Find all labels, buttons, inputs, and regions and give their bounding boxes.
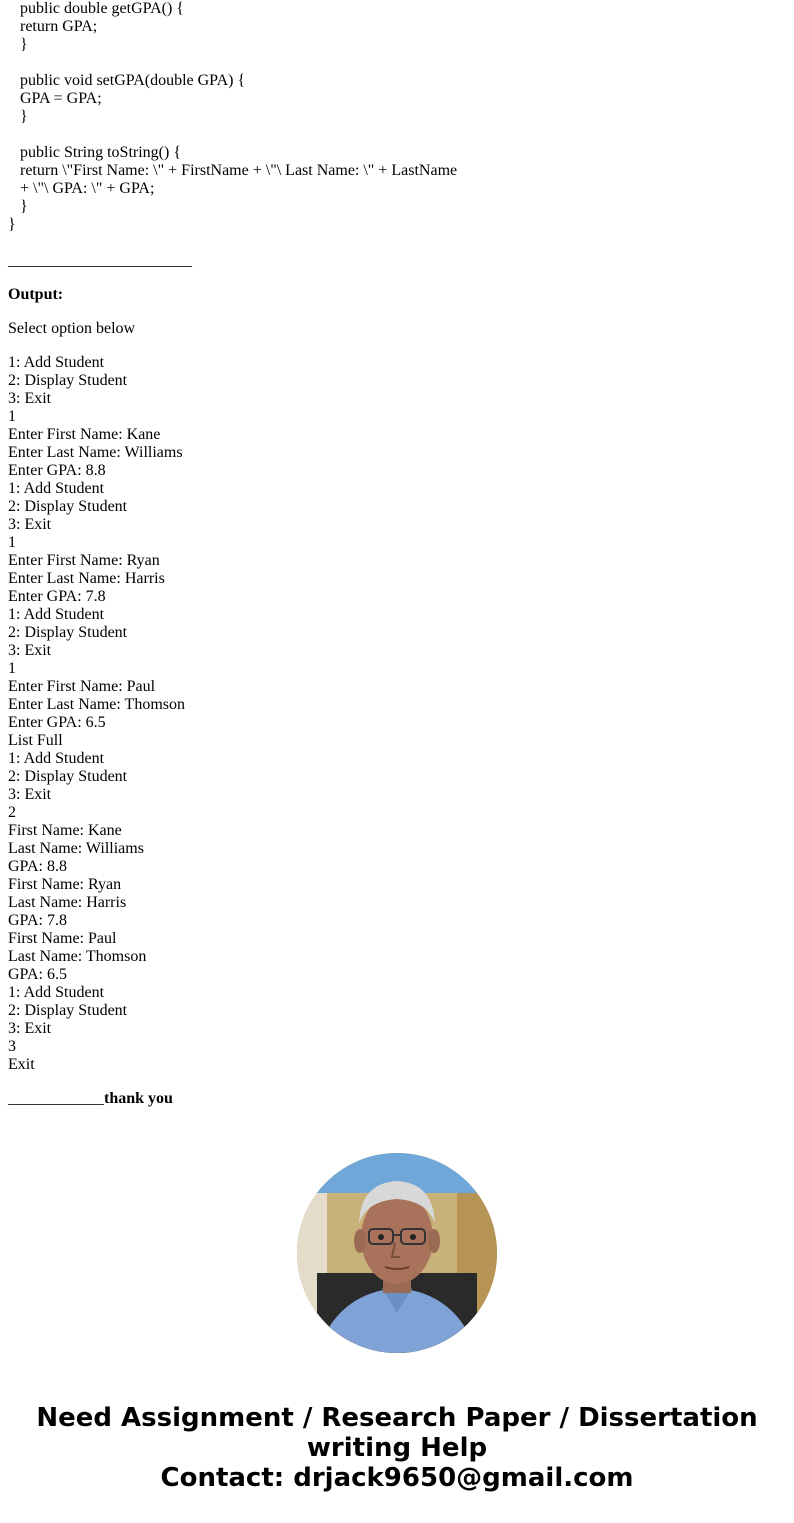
output-line: GPA: 6.5 — [8, 966, 67, 983]
code-line: } — [20, 108, 28, 125]
thank-you-text: thank you — [104, 1090, 173, 1107]
code-line: } — [20, 198, 28, 215]
person-photo-icon — [297, 1153, 497, 1353]
code-line: public double getGPA() { — [20, 0, 184, 17]
cta-contact: Contact: drjack9650@gmail.com — [160, 1463, 634, 1493]
code-line: return \"First Name: \" + FirstName + \"\ Last Name: \" + LastName — [20, 162, 458, 179]
output-line: 1 — [8, 534, 16, 551]
output-line: Exit — [8, 1056, 35, 1073]
output-line: Enter Last Name: Harris — [8, 570, 165, 587]
output-line: 2: Display Student — [8, 372, 128, 389]
output-line: Enter GPA: 7.8 — [8, 588, 106, 605]
output-line: 1: Add Student — [8, 984, 105, 1001]
output-line: 1: Add Student — [8, 354, 105, 371]
code-line: } — [20, 36, 28, 53]
output-line: Enter Last Name: Thomson — [8, 696, 185, 713]
output-line: 2: Display Student — [8, 624, 128, 641]
output-line: 3: Exit — [8, 516, 52, 533]
output-line: Enter First Name: Kane — [8, 426, 161, 443]
output-line: Enter Last Name: Williams — [8, 444, 183, 461]
output-line: 2: Display Student — [8, 1002, 128, 1019]
cta-line-1: Need Assignment / Research Paper / Dissertation — [36, 1403, 758, 1433]
output-line: First Name: Kane — [8, 822, 122, 839]
code-line: GPA = GPA; — [20, 90, 102, 107]
output-line: 2: Display Student — [8, 498, 128, 515]
output-line: First Name: Ryan — [8, 876, 122, 893]
code-block — [8, 0, 788, 234]
output-line: 3: Exit — [8, 390, 52, 407]
output-heading: Output: — [8, 286, 64, 303]
separator-rule: _______________________ — [8, 252, 192, 269]
code-line — [8, 54, 788, 72]
output-line: 1 — [8, 408, 16, 425]
document-body — [8, 0, 788, 1108]
output-line: Enter GPA: 6.5 — [8, 714, 106, 731]
output-line: Enter First Name: Ryan — [8, 552, 160, 569]
output-line: GPA: 7.8 — [8, 912, 67, 929]
output-line: First Name: Paul — [8, 930, 117, 947]
contact-banner — [0, 1403, 794, 1493]
output-line: 1: Add Student — [8, 606, 105, 623]
code-line: } — [8, 216, 16, 233]
output-line: 1: Add Student — [8, 480, 105, 497]
output-line: Enter GPA: 8.8 — [8, 462, 106, 479]
output-prompt: Select option below — [8, 320, 136, 337]
code-line: return GPA; — [20, 18, 98, 35]
output-line: 2 — [8, 804, 16, 821]
output-line: Last Name: Williams — [8, 840, 144, 857]
output-line: 3: Exit — [8, 642, 52, 659]
output-line: List Full — [8, 732, 63, 749]
output-line: 3: Exit — [8, 1020, 52, 1037]
output-line: Enter First Name: Paul — [8, 678, 156, 695]
closing-underline: ____________ — [8, 1090, 104, 1107]
author-avatar — [297, 1153, 497, 1353]
output-line: 3: Exit — [8, 786, 52, 803]
code-line: public void setGPA(double GPA) { — [20, 72, 246, 89]
code-line — [8, 126, 788, 144]
code-line: + \"\ GPA: \" + GPA; — [20, 180, 155, 197]
code-line: public String toString() { — [20, 144, 182, 161]
output-line: 3 — [8, 1038, 16, 1055]
program-output — [8, 354, 788, 1074]
output-line: 1 — [8, 660, 16, 677]
output-line: GPA: 8.8 — [8, 858, 67, 875]
cta-line-2: writing Help — [306, 1433, 488, 1463]
output-line: Last Name: Harris — [8, 894, 127, 911]
closing-line — [8, 1090, 788, 1108]
output-line: 2: Display Student — [8, 768, 128, 785]
output-line: 1: Add Student — [8, 750, 105, 767]
output-line: Last Name: Thomson — [8, 948, 147, 965]
